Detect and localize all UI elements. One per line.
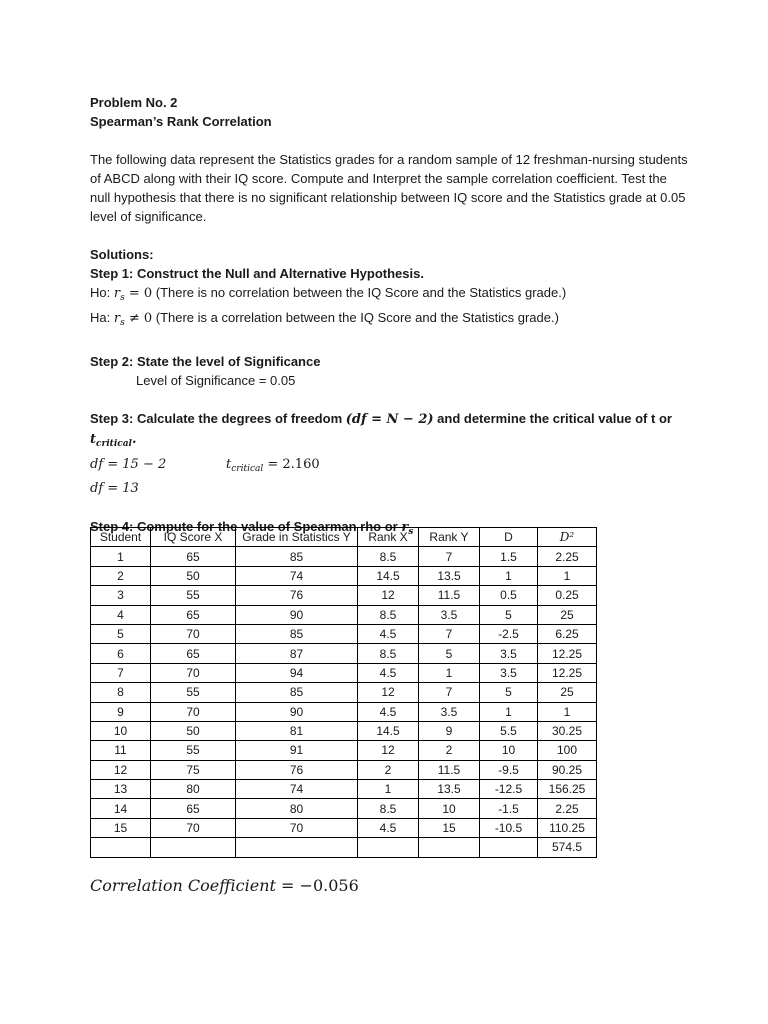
table-cell: 5 [91,624,151,643]
table-row [91,586,597,605]
correlation-value: = −0.056 [275,876,359,895]
header-grade: Grade in Statistics Y [236,528,358,547]
step4-title: Step 4: Compute for the value of Spearman rho or $r_s$ [90,519,414,537]
table-row [91,741,597,760]
table-row [91,721,597,740]
table-cell: 100 [538,741,597,760]
table-cell: 50 [151,721,236,740]
table-cell: 8 [91,683,151,702]
header-rank-y: Rank Y [419,528,480,547]
table-row [91,799,597,818]
table-cell: 12.25 [538,663,597,682]
correlation-label: Correlation Coefficient [90,876,276,895]
table-cell: 81 [236,721,358,740]
table-row [91,566,597,585]
ho-text: (There is no correlation between the IQ Score and the Statistics grade.) [152,285,567,300]
table-cell: 65 [151,605,236,624]
table-cell: 65 [151,799,236,818]
header-d-squared: D² [538,528,597,547]
table-cell: 12 [358,741,419,760]
table-cell: 12 [358,586,419,605]
table-cell: 0.5 [480,586,538,605]
table-cell: 85 [236,624,358,643]
df-calc-line [90,454,690,479]
table-cell: 5 [419,644,480,663]
table-cell: 12.25 [538,644,597,663]
table-cell: 91 [236,741,358,760]
ho-math: $r_s = 0$ [113,286,153,303]
ha-math: $r_s \ne 0$ [113,311,153,328]
table-cell: 14 [91,799,151,818]
table-cell: 10 [91,721,151,740]
table-cell: 2 [419,741,480,760]
table-cell: 1 [419,663,480,682]
table-cell: 75 [151,760,236,779]
table-row [91,760,597,779]
table-cell: 1 [358,780,419,799]
table-cell: 70 [151,624,236,643]
table-cell: 2.25 [538,547,597,566]
table-cell: 74 [236,780,358,799]
significance-level: Level of Significance = 0.05 [136,373,296,388]
correlation-result [90,876,359,895]
table-cell: 110.25 [538,818,597,837]
df-formula: df = 15 − 2 [90,457,167,472]
table-cell: 70 [151,663,236,682]
table-cell: 90 [236,605,358,624]
step1-title: Step 1: Construct the Null and Alternative Hypothesis. [90,266,424,281]
table-cell: 13.5 [419,780,480,799]
table-cell: 25 [538,605,597,624]
ha-prefix: Ha: [90,310,114,325]
problem-number: Problem No. 2 [90,95,178,110]
table-cell: -9.5 [480,760,538,779]
tcritical-label: $t_{critical}$. [90,432,137,449]
table-row [91,547,597,566]
table-cell: 1 [538,566,597,585]
table-cell: 7 [419,624,480,643]
table-cell: 13 [91,780,151,799]
table-cell: 85 [236,683,358,702]
table-cell: 55 [151,683,236,702]
table-cell: 80 [151,780,236,799]
table-cell: 2.25 [538,799,597,818]
table-cell: 3.5 [419,605,480,624]
tcritical-value: $t_{critical} = 2.160$ [226,457,320,474]
table-cell: 90 [236,702,358,721]
table-cell: 50 [151,566,236,585]
table-cell: 4.5 [358,624,419,643]
table-cell: 10 [419,799,480,818]
table-cell: 14.5 [358,566,419,585]
table-cell: 1 [538,702,597,721]
table-cell: 4.5 [358,663,419,682]
solutions-heading: Solutions: [90,247,154,262]
table-row [91,683,597,702]
table-cell: 3.5 [480,644,538,663]
header-student: Student [91,528,151,547]
table-cell: 5.5 [480,721,538,740]
table-cell: 6 [91,644,151,663]
table-cell: -12.5 [480,780,538,799]
table-row [91,780,597,799]
table-cell: 1 [480,566,538,585]
table-cell: 6.25 [538,624,597,643]
table-cell: 1.5 [480,547,538,566]
table-cell: 1 [91,547,151,566]
table-row [91,644,597,663]
table-cell: 7 [91,663,151,682]
header-d: D [480,528,538,547]
table-cell: -2.5 [480,624,538,643]
table-cell: 8.5 [358,799,419,818]
table-cell: 94 [236,663,358,682]
table-cell: 3 [91,586,151,605]
table-cell: 12 [358,683,419,702]
table-row [91,663,597,682]
table-cell: 7 [419,547,480,566]
table-row [91,624,597,643]
table-cell: 65 [151,644,236,663]
table-cell: 80 [236,799,358,818]
table-cell: 8.5 [358,644,419,663]
table-cell: 76 [236,760,358,779]
table-cell: 2 [91,566,151,585]
problem-description: The following data represent the Statistics grades for a random sample of 12 freshman-nursing students of ABCD along with their IQ score. Compute and Interpret the sample correlation coefficient. Test the null hypothesis that there is no significant relationship between IQ score and the Statistics grade at 0.05 level of significance. [90,152,688,224]
header-rank-x: Rank X [358,528,419,547]
table-cell: 15 [419,818,480,837]
header-iq: IQ Score X [151,528,236,547]
table-cell: 10 [480,741,538,760]
table-cell: 70 [151,818,236,837]
table-cell: 1 [480,702,538,721]
problem-title: Spearman’s Rank Correlation [90,114,272,129]
table-cell: -1.5 [480,799,538,818]
table-cell: 30.25 [538,721,597,740]
table-cell: 12 [91,760,151,779]
table-cell: 2 [358,760,419,779]
table-header-row [91,528,597,547]
table-cell: 4.5 [358,702,419,721]
table-cell: 5 [480,605,538,624]
table-row [91,605,597,624]
table-cell: 0.25 [538,586,597,605]
table-cell: 11.5 [419,760,480,779]
table-cell: 7 [419,683,480,702]
table-cell: 70 [151,702,236,721]
table-cell: 55 [151,586,236,605]
df-result: df = 13 [90,481,139,496]
table-cell: 14.5 [358,721,419,740]
document-body [90,93,690,542]
table-cell: -10.5 [480,818,538,837]
null-hypothesis [90,283,690,308]
table-cell: 74 [236,566,358,585]
table-cell: 65 [151,547,236,566]
alt-hypothesis [90,308,690,333]
step3-title: Step 3: Calculate the degrees of freedom (df = N − 2) and determine the critical value of t or [90,411,672,427]
table-cell: 11 [91,741,151,760]
table-cell: 15 [91,818,151,837]
table-cell: 85 [236,547,358,566]
table-row [91,818,597,837]
table-cell: 9 [419,721,480,740]
table-row [91,702,597,721]
table-cell: 3.5 [480,663,538,682]
table-cell: 8.5 [358,547,419,566]
step2-title: Step 2: State the level of Significance [90,354,321,369]
table-cell: 11.5 [419,586,480,605]
table-cell: 3.5 [419,702,480,721]
table-total-row [91,838,597,857]
total-d-squared: 574.5 [538,838,597,857]
table-cell: 4.5 [358,818,419,837]
spearman-table [90,527,597,858]
ha-text: (There is a correlation between the IQ Score and the Statistics grade.) [152,310,559,325]
table-cell: 55 [151,741,236,760]
table-cell: 8.5 [358,605,419,624]
table-cell: 5 [480,683,538,702]
table-cell: 4 [91,605,151,624]
table-cell: 9 [91,702,151,721]
table-cell: 76 [236,586,358,605]
table-cell: 87 [236,644,358,663]
table-cell: 13.5 [419,566,480,585]
table-cell: 90.25 [538,760,597,779]
table-cell: 70 [236,818,358,837]
table-cell: 25 [538,683,597,702]
ho-prefix: Ho: [90,285,114,300]
table-cell: 156.25 [538,780,597,799]
